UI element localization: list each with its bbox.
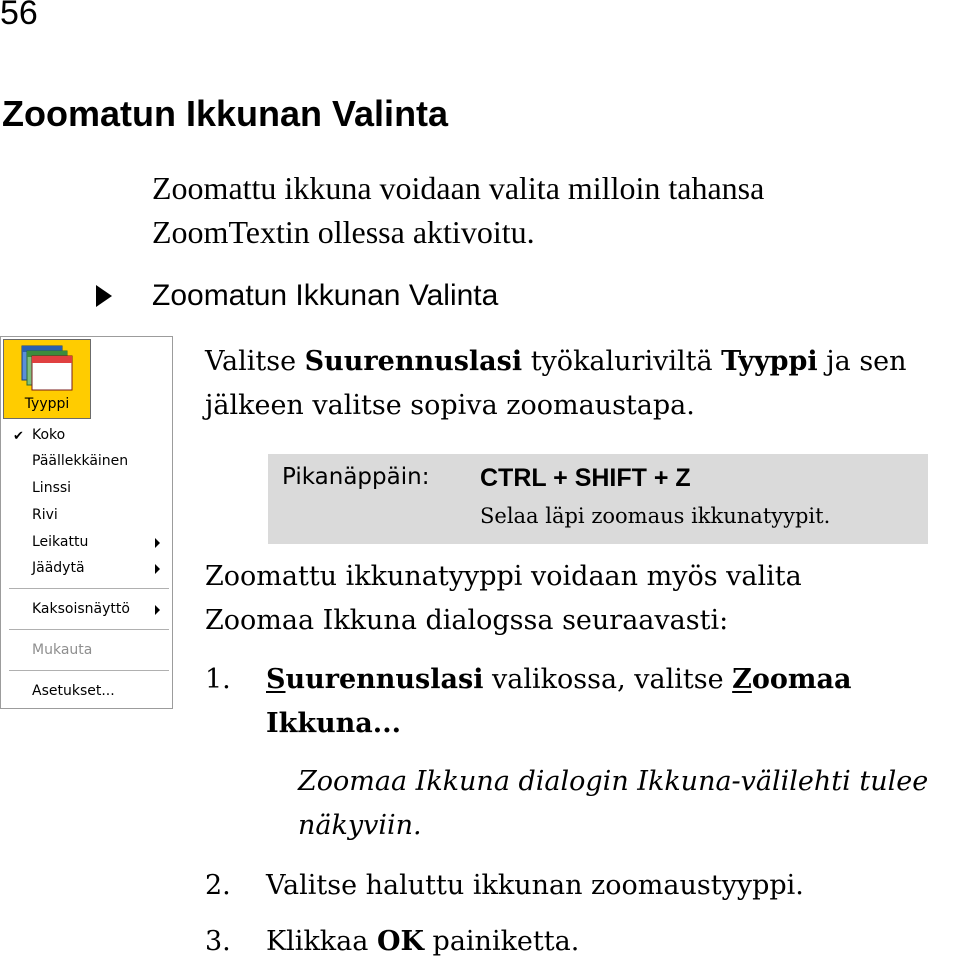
subheading-text: Zoomatun Ikkunan Valinta [152, 279, 499, 312]
menu-item-asetukset[interactable]: Asetukset... [32, 683, 115, 699]
subheading [96, 279, 498, 313]
page-number: 56 [0, 0, 38, 32]
menu-separator [9, 670, 169, 671]
shortcut-keys: CTRL + SHIFT + Z [480, 464, 691, 492]
submenu-arrow-icon [155, 605, 160, 615]
menu-separator [9, 588, 169, 589]
dialog-line: Zoomaa Ikkuna dialogssa seuraavasti: [205, 605, 729, 636]
menu-item-paallekkainen[interactable]: Päällekkäinen [32, 453, 129, 469]
submenu-arrow-icon [155, 538, 160, 548]
instruction-paragraph [205, 340, 907, 428]
menu-item-rivi[interactable]: Rivi [32, 507, 58, 523]
dialog-paragraph [205, 555, 802, 643]
menu-separator [9, 629, 169, 630]
menu-item-linssi[interactable]: Linssi [32, 480, 72, 496]
type-toolbar-label: Tyyppi [24, 396, 70, 412]
step-2-text: Valitse haluttu ikkunan zoomaustyyppi. [266, 870, 804, 901]
instruction-line: jälkeen valitse sopiva zoomaustapa. [205, 390, 695, 421]
menu-item-koko[interactable]: Koko [32, 427, 66, 443]
type-menu-screenshot [0, 336, 173, 709]
step-3-text: Klikkaa OK painiketta. [266, 926, 580, 957]
menu-item-leikattu[interactable]: Leikattu [32, 534, 89, 550]
step-number: 1. [205, 664, 231, 695]
menu-item-jaadyta[interactable]: Jäädytä [32, 560, 85, 576]
step-1-note-line: Zoomaa Ikkuna dialogin Ikkuna-välilehti tulee [298, 766, 929, 797]
type-toolbar-button[interactable] [3, 339, 91, 419]
step-1-line: Suurennuslasi valikossa, valitse Zoomaa [266, 664, 852, 695]
step-1-text [266, 658, 851, 746]
triangle-bullet-icon [96, 285, 112, 307]
page-heading: Zoomatun Ikkunan Valinta [2, 93, 449, 134]
menu-item-mukauta: Mukauta [32, 642, 93, 658]
step-1-line: Ikkuna... [266, 708, 401, 739]
step-number: 2. [205, 870, 231, 901]
intro-line: Zoomattu ikkuna voidaan valita milloin tahansa [152, 170, 765, 206]
step-number: 3. [205, 926, 231, 957]
menu-item-kaksoisnaytto[interactable]: Kaksoisnäyttö [32, 601, 130, 617]
check-icon: ✔ [13, 429, 24, 444]
step-1-note [298, 760, 928, 848]
intro-paragraph [152, 166, 764, 254]
shortcut-label: Pikanäppäin: [282, 464, 430, 490]
intro-line: ZoomTextin ollessa aktivoitu. [152, 214, 535, 250]
shortcut-box [268, 454, 928, 544]
step-1-note-line: näkyviin. [298, 810, 422, 841]
dialog-line: Zoomattu ikkunatyyppi voidaan myös valita [205, 561, 802, 592]
window-stack-icon [4, 340, 90, 396]
submenu-arrow-icon [155, 564, 160, 574]
instruction-line: Valitse Suurennuslasi työkaluriviltä Tyyppi ja sen [205, 346, 907, 377]
shortcut-description: Selaa läpi zoomaus ikkunatyypit. [480, 504, 831, 528]
